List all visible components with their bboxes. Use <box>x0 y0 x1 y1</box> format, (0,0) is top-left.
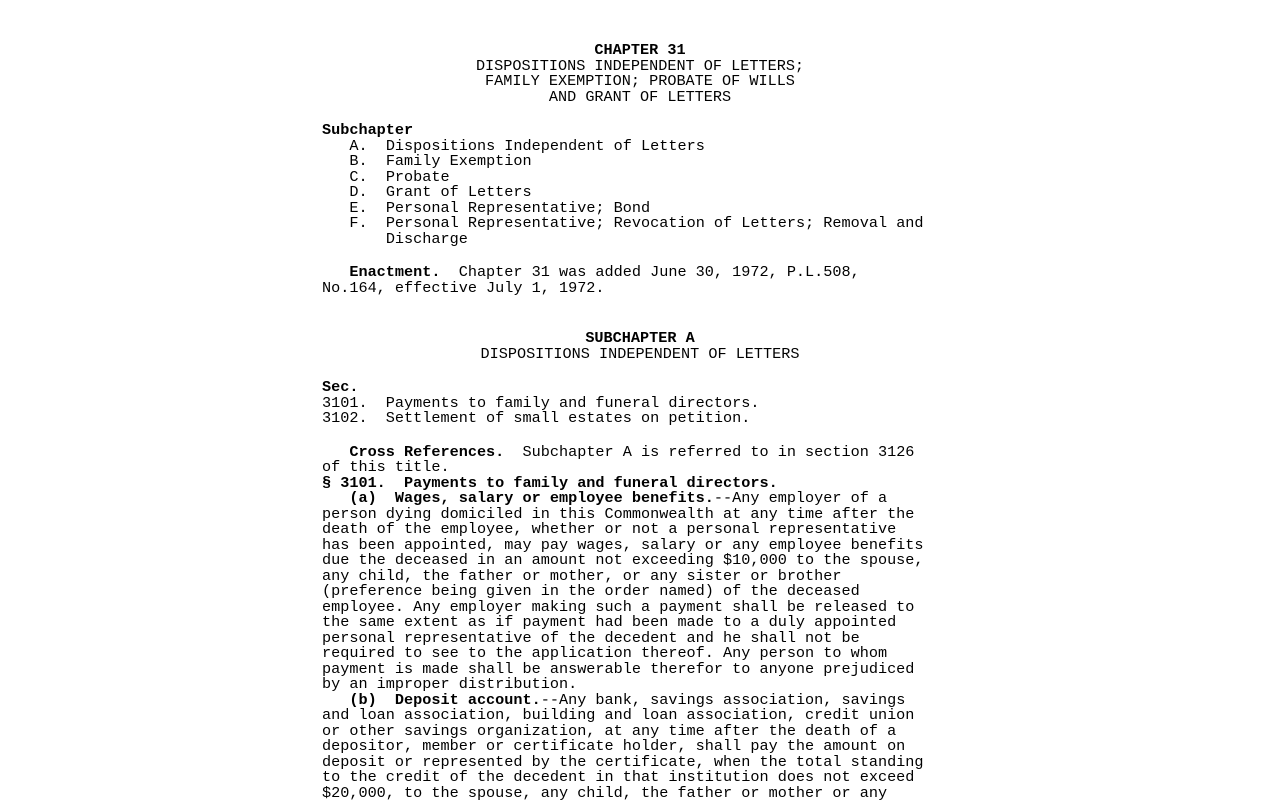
subsection-a-line: by an improper distribution. <box>322 675 578 693</box>
enactment-label: Enactment. <box>349 263 441 281</box>
subsection-b-line: depositor, member or certificate holder, shall pay the amount on <box>322 737 906 755</box>
subsection-a-line: (preference being given in the order named) of the deceased <box>322 582 860 600</box>
subsection-b-label: (b) Deposit account. <box>349 690 541 709</box>
subsection-a-line: employee. Any employer making such a payment shall be released to <box>322 597 915 616</box>
cross-references-label: Cross References. <box>349 442 505 461</box>
cross-references-text-line: of this title. <box>322 458 450 476</box>
subsection-b-line: $20,000, to the spouse, any child, the father or mother or any <box>322 783 888 802</box>
subchapter-a-title: DISPOSITIONS INDEPENDENT OF LETTERS <box>480 344 800 363</box>
document-page <box>322 43 972 801</box>
subsection-b-line: or other savings organization, at any time after the death of a <box>322 721 897 740</box>
subchapter-letter: A. <box>349 136 368 155</box>
subchapter-title: Grant of Letters <box>385 183 532 201</box>
subsection-a-line: payment is made shall be answerable therefor to anyone prejudiced <box>322 659 915 678</box>
subchapter-title: Personal Representative; Bond <box>385 198 651 217</box>
subchapter-letter: D. <box>349 183 368 201</box>
subsection-a-line: has been appointed, may pay wages, salary or any employee benefits <box>322 535 924 554</box>
enactment-text-line: No.164, effective July 1, 1972. <box>322 278 605 297</box>
subsection-a-line: personal representative of the decedent and he shall not be <box>322 628 860 647</box>
subchapter-list-label: Subchapter <box>322 121 414 139</box>
section-list-label: Sec. <box>322 378 359 396</box>
subsection-b-line: deposit or represented by the certificate, when the total standing <box>322 752 924 771</box>
subsection-a-label: (a) Wages, salary or employee benefits. <box>349 489 714 507</box>
subsection-a-text: --Any employer of a <box>713 489 888 507</box>
section-list-item: 3101. Payments to family and funeral directors. <box>322 393 760 412</box>
subchapter-letter: C. <box>349 167 368 186</box>
chapter-title-line: AND GRANT OF LETTERS <box>548 87 732 106</box>
subchapter-title: Personal Representative; Revocation of Letters; Removal and <box>385 214 924 232</box>
section-3101-heading: § 3101. Payments to family and funeral directors. <box>322 473 778 492</box>
subsection-b-line: to the credit of the decedent in that institution does not exceed <box>322 768 915 786</box>
cross-references-text: Subchapter A is referred to in section 3126 <box>504 442 915 461</box>
subsection-a-line: the same extent as if payment had been made to a duly appointed <box>322 613 897 631</box>
subsection-a-line: death of the employee, whether or not a personal representative <box>322 520 897 538</box>
subchapter-title: Dispositions Independent of Letters <box>385 136 705 155</box>
subchapter-a-heading: SUBCHAPTER A <box>585 329 695 347</box>
subchapter-letter: B. <box>349 152 368 170</box>
subchapter-letter: F. <box>349 214 368 232</box>
subchapter-title: Family Exemption <box>385 152 532 170</box>
chapter-title-line: DISPOSITIONS INDEPENDENT OF LETTERS; <box>475 56 805 75</box>
subsection-b-text: --Any bank, savings association, savings <box>540 690 906 709</box>
subsection-b-line: and loan association, building and loan association, credit union <box>322 706 915 724</box>
subsection-a-line: required to see to the application thereof. Any person to whom <box>322 644 888 662</box>
subsection-a-line: any child, the father or mother, or any sister or brother <box>322 566 842 585</box>
section-list-item: 3102. Settlement of small estates on petition. <box>322 409 751 427</box>
subchapter-item-continuation <box>322 229 972 248</box>
subchapter-title-continuation: Discharge <box>385 229 468 248</box>
enactment-text: Chapter 31 was added June 30, 1972, P.L.508, <box>440 263 860 281</box>
subchapter-letter: E. <box>349 198 368 217</box>
chapter-heading: CHAPTER 31 <box>594 41 686 59</box>
subsection-a-line: person dying domiciled in this Commonwealth at any time after the <box>322 504 915 523</box>
subsection-a-line: due the deceased in an amount not exceeding $10,000 to the spouse, <box>322 551 924 569</box>
subchapter-title: Probate <box>385 167 450 186</box>
chapter-title-line: FAMILY EXEMPTION; PROBATE OF WILLS <box>485 72 795 90</box>
